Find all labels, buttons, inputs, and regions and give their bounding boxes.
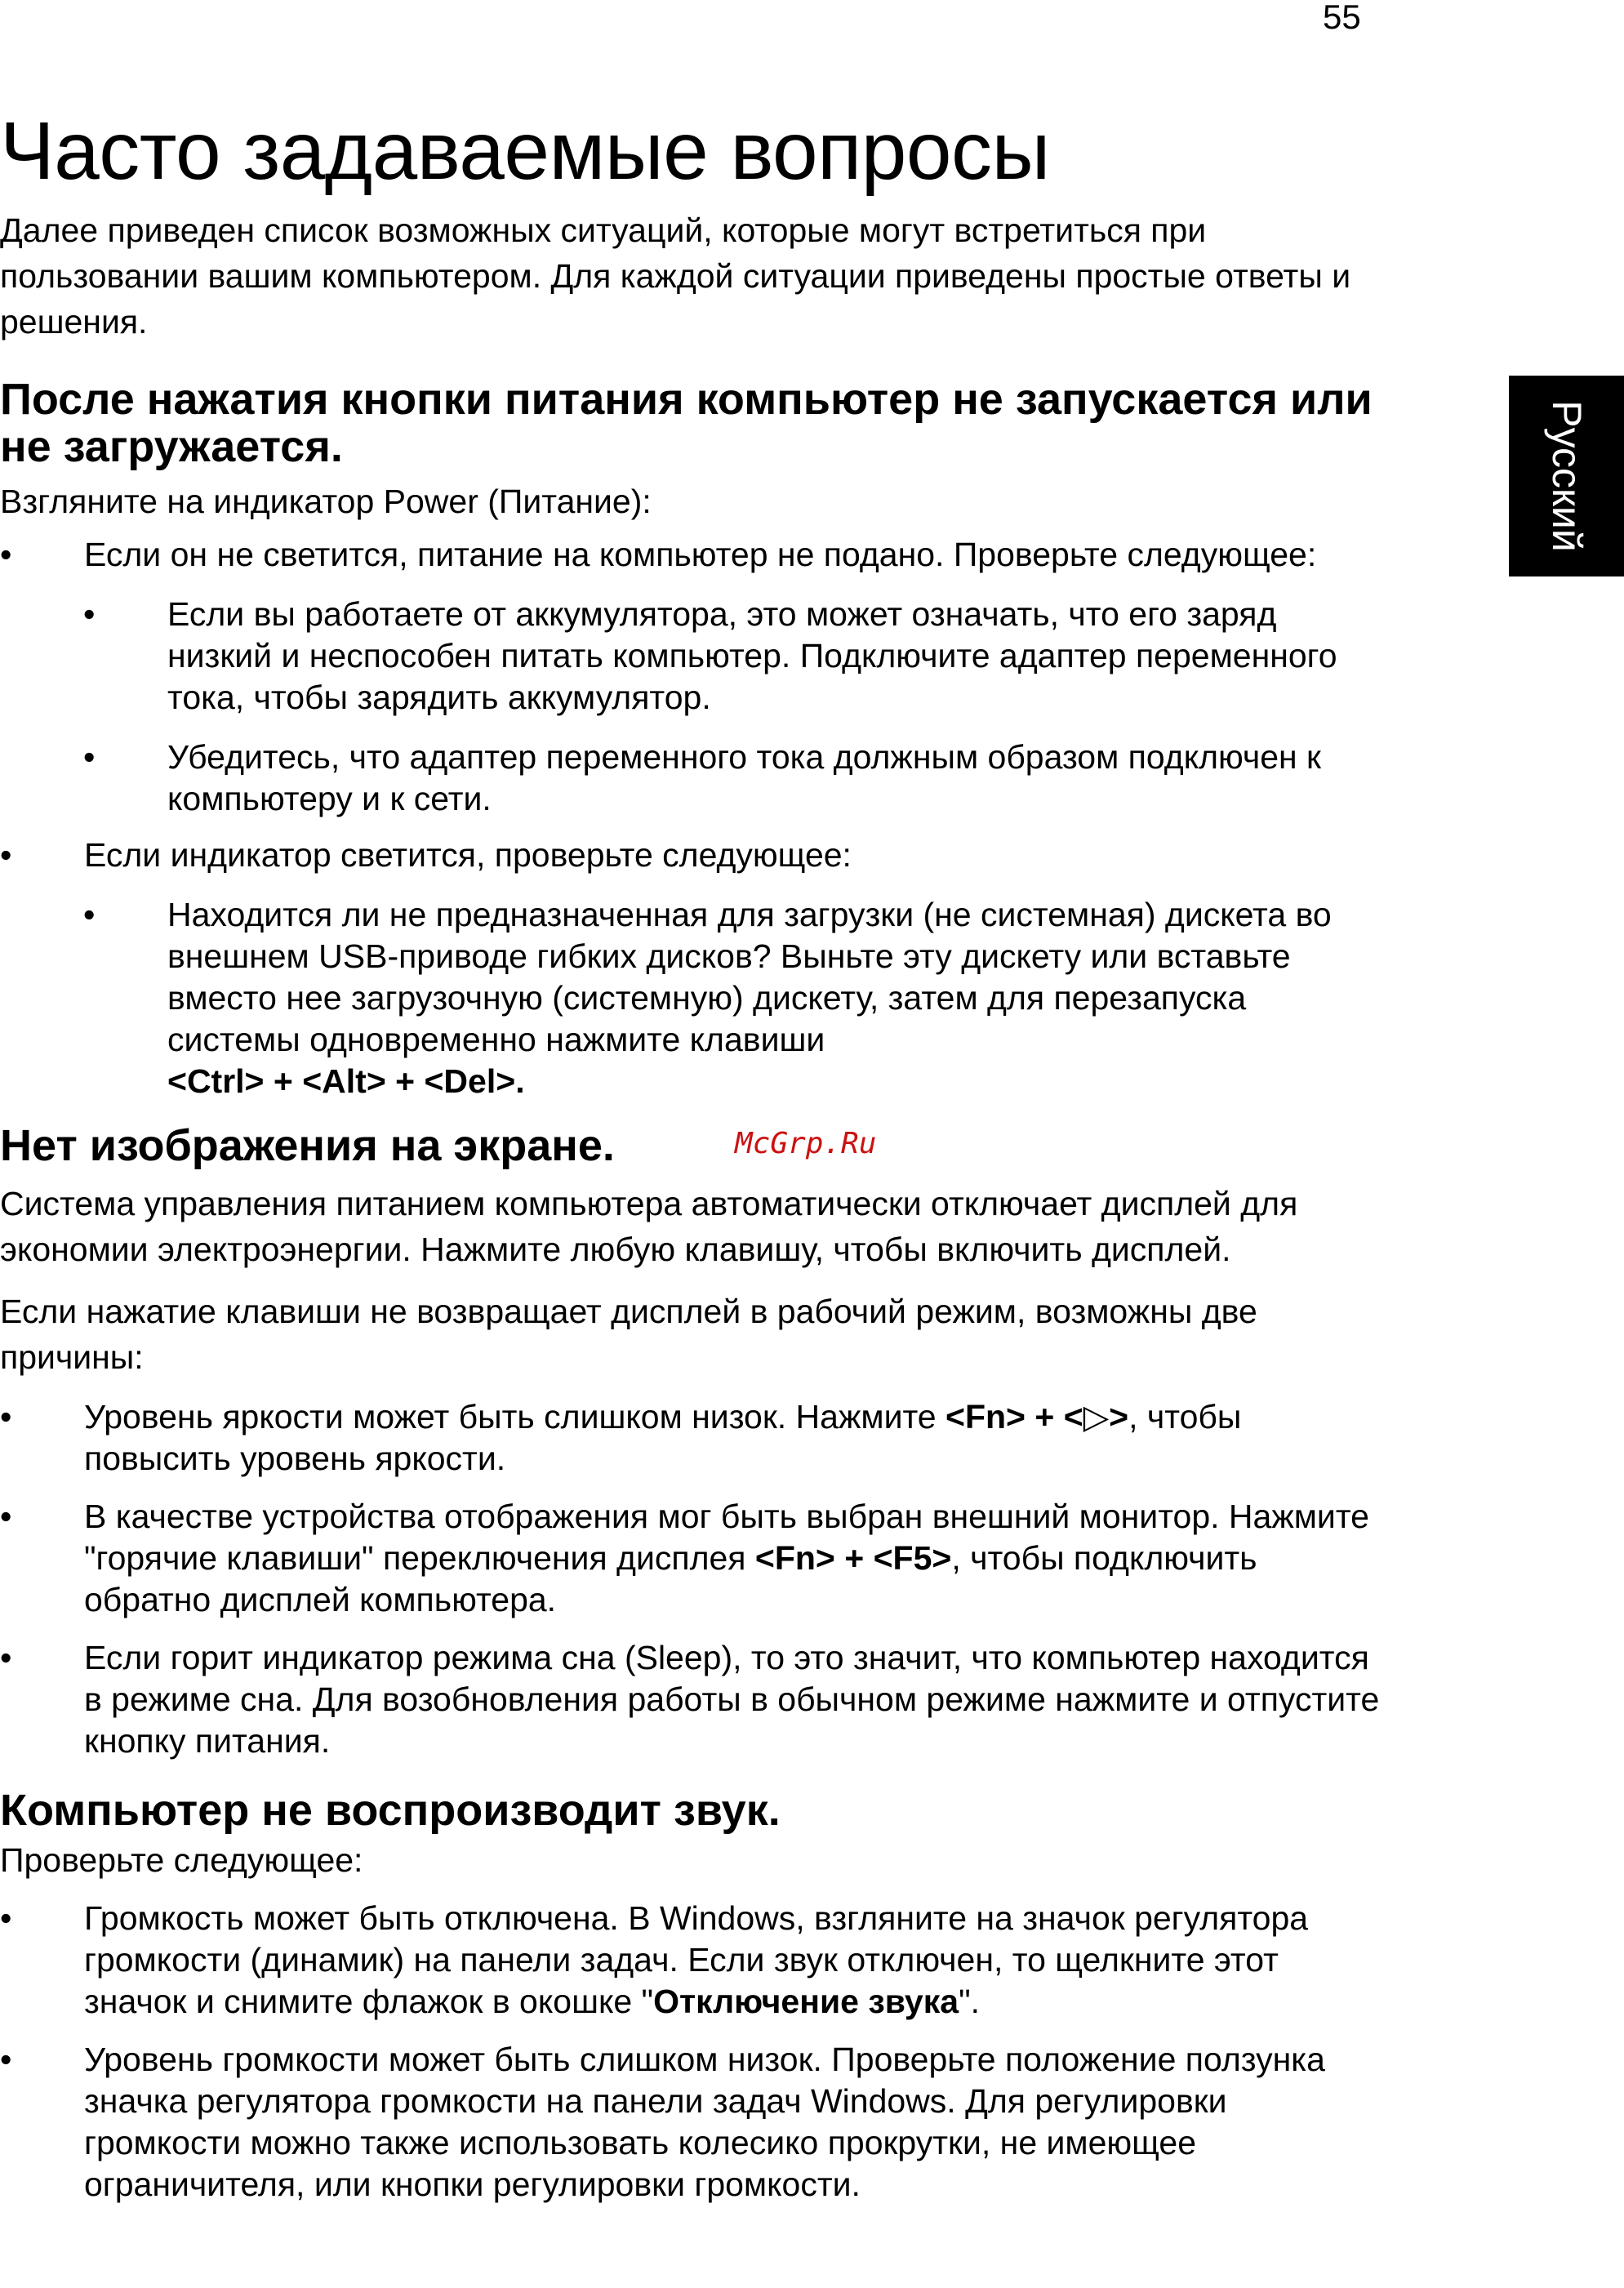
page-title: Часто задаваемые вопросы [0, 105, 1050, 197]
main-content [0, 207, 1388, 2206]
list-item-text: Уровень яркости может быть слишком низок. Нажмите [84, 1398, 945, 1436]
section-lead: Взгляните на индикатор Power (Питание): [0, 483, 652, 520]
bullet-icon: • [83, 595, 96, 633]
list-item-text: Уровень громкости может быть слишком низок. Проверьте положение ползунка значка регулятора громкости на панели задач Windows. Для регулировки громкости можно также использовать колесико прокрутки, не имеющее ограничителя, или кнопки регулировки громкости. [84, 2041, 1325, 2203]
list-item-text: Если вы работаете от аккумулятора, это может означать, что его заряд низкий и неспособен питать компьютер. Подключите адаптер переменного тока, чтобы зарядить аккумулятор. [167, 595, 1337, 716]
bullet-icon: • [0, 1899, 12, 1937]
list-item-nested [0, 894, 1388, 1102]
bullet-icon: • [0, 1639, 12, 1676]
list-item-text: Убедитесь, что адаптер переменного тока должным образом подключен к компьютеру и к сети. [167, 738, 1321, 817]
bullet-icon: • [83, 896, 96, 933]
bullet-icon: • [83, 738, 96, 776]
language-tab-label: Русский [1543, 400, 1590, 552]
section-lead: Проверьте следующее: [0, 1841, 363, 1879]
key-combo: <Ctrl> + <Alt> + <Del> [167, 1062, 516, 1100]
bullet-icon: • [0, 536, 12, 573]
list-item-nested [0, 737, 1388, 820]
list-item [0, 1637, 1388, 1762]
language-tab [1509, 376, 1624, 576]
bullet-icon: • [0, 2041, 12, 2078]
list-item-text: ". [959, 1983, 981, 2020]
bullet-icon: • [0, 1498, 12, 1535]
list-item-nested [0, 594, 1388, 719]
section-heading-power: После нажатия кнопки питания компьютер не запускается или не загружается. [0, 375, 1373, 471]
watermark: McGrp.Ru [735, 1127, 877, 1160]
intro-paragraph: Далее приведен список возможных ситуаций, которые могут встретиться при пользовании вашим компьютером. Для каждой ситуации приведены простые ответы и решения. [0, 211, 1351, 341]
bullet-icon: • [0, 1398, 12, 1436]
punctuation: . [515, 1062, 525, 1100]
list-item-text: В качестве устройства отображения мог быть выбран внешний монитор. Нажмите "горячие клавиши" переключения дисплея [84, 1498, 1369, 1577]
list-item [0, 835, 1388, 876]
list-item-text: Если он не светится, питание на компьютер не подано. Проверьте следующее: [84, 536, 1317, 573]
section-heading-display: Нет изображения на экране. [0, 1121, 615, 1170]
bullet-icon: • [0, 836, 12, 874]
list-item-text: Если горит индикатор режима сна (Sleep), то это значит, что компьютер находится в режиме сна. Для возобновления работы в обычном режиме нажмите и отпустите кнопку питания. [84, 1639, 1380, 1760]
list-item-text: Громкость может быть отключена. В Windows, взгляните на значок регулятора громкости (динамик) на панели задач. Если звук отключен, то щелкните этот значок и снимите флажок в окошке " [84, 1899, 1309, 2020]
list-item [0, 534, 1388, 576]
list-item [0, 1898, 1388, 2023]
section-heading-sound: Компьютер не воспроизводит звук. [0, 1786, 781, 1835]
list-item-text: , чтобы подключить обратно дисплей компьютера. [84, 1539, 1257, 1618]
section-paragraph: Если нажатие клавиши не возвращает дисплей в рабочий режим, возможны две причины: [0, 1293, 1257, 1376]
page-number: 55 [1323, 0, 1361, 36]
list-item [0, 1496, 1388, 1621]
key-combo: <Fn> + <▷> [945, 1398, 1129, 1436]
bold-term: Отключение звука [653, 1983, 959, 2020]
list-item-text: Находится ли не предназначенная для загрузки (не системная) дискета во внешнем USB-приводе гибких дисков? Выньте эту дискету или вставьте вместо нее загрузочную (системную) дискету, затем для перезапуска системы одновременно нажмите клавиши [167, 896, 1332, 1058]
list-item [0, 2039, 1388, 2206]
key-combo: <Fn> + <F5> [754, 1539, 952, 1577]
list-item-text: Если индикатор светится, проверьте следующее: [84, 836, 852, 874]
section-paragraph: Система управления питанием компьютера автоматически отключает дисплей для экономии электроэнергии. Нажмите любую клавишу, чтобы включить дисплей. [0, 1185, 1298, 1268]
list-item [0, 1396, 1388, 1480]
list-item-text: , чтобы повысить уровень яркости. [84, 1398, 1242, 1477]
